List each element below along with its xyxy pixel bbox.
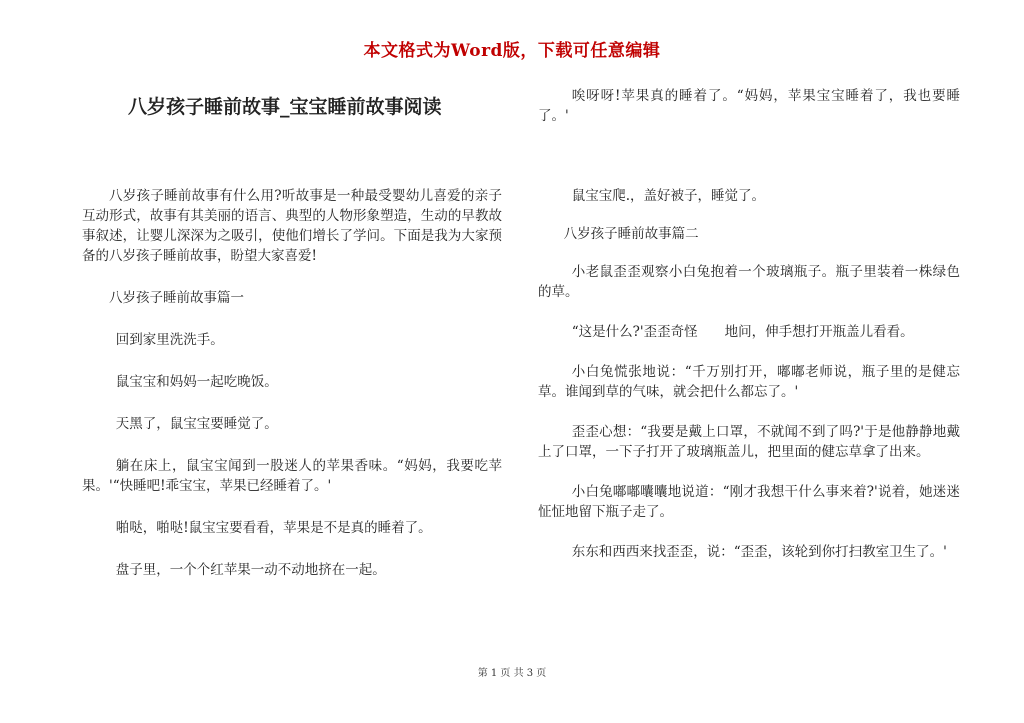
paragraph: 歪歪心想：“我要是戴上口罩，不就闻不到了吗?'于是他静静地戴上了口罩，一下子打开了玻璃瓶盖儿，把里面的健忘草拿了出来。 — [538, 424, 960, 460]
paragraph: 小白兔嘟嘟囔囔地说道：“刚才我想干什么事来着?'说着，她迷迷怔怔地留下瓶子走了。 — [538, 484, 960, 520]
paragraph: 东东和西西来找歪歪，说：“歪歪，该轮到你打扫教室卫生了。' — [571, 544, 947, 560]
intro-paragraph: 八岁孩子睡前故事有什么用?听故事是一种最受婴幼儿喜爱的亲子互动形式，故事有其美丽的语言、典型的人物形象塑造，生动的早教故事叙述，让婴儿深深为之吸引，使他们增长了学问。下面是我为大家预备的八岁孩子睡前故事，盼望大家喜爱! — [82, 188, 502, 264]
paragraph: 鼠宝宝和妈妈一起吃晚饭。 — [115, 374, 278, 390]
page-number-footer: 第 1 页 共 3 页 — [477, 668, 547, 679]
section-heading-1: 八岁孩子睡前故事篇一 — [109, 290, 244, 306]
right-column — [538, 86, 960, 562]
paragraph: 回到家里洗洗手。 — [115, 332, 224, 348]
paragraph: 啪哒，啪哒!鼠宝宝要看看，苹果是不是真的睡着了。 — [115, 520, 432, 536]
paragraph: 小老鼠歪歪观察小白兔抱着一个玻璃瓶子。瓶子里装着一株绿色的草。 — [538, 264, 960, 300]
left-column — [82, 186, 502, 580]
paragraph: “这是什么?'歪歪奇怪 地问，伸手想打开瓶盖儿看看。 — [571, 324, 914, 340]
paragraph: 天黑了，鼠宝宝要睡觉了。 — [115, 416, 278, 432]
section-heading-2: 八岁孩子睡前故事篇二 — [563, 226, 699, 242]
paragraph: 唉呀呀!苹果真的睡着了。“妈妈，苹果宝宝睡着了，我也要睡了。' — [538, 88, 960, 124]
page-title: 八岁孩子睡前故事_宝宝睡前故事阅读 — [128, 96, 442, 118]
paragraph: 鼠宝宝爬.，盖好被子，睡觉了。 — [571, 188, 766, 204]
word-format-banner: 本文格式为Word版，下载可任意编辑 — [363, 41, 661, 61]
paragraph: 躺在床上，鼠宝宝闻到一股迷人的苹果香味。“妈妈，我要吃苹果。'“快睡吧!乖宝宝，苹果已经睡着了。' — [82, 458, 502, 494]
paragraph: 盘子里，一个个红苹果一动不动地挤在一起。 — [115, 562, 386, 578]
paragraph: 小白兔慌张地说：“千万别打开，嘟嘟老师说，瓶子里的是健忘草。谁闻到草的气味，就会把什么都忘了。' — [538, 364, 960, 400]
